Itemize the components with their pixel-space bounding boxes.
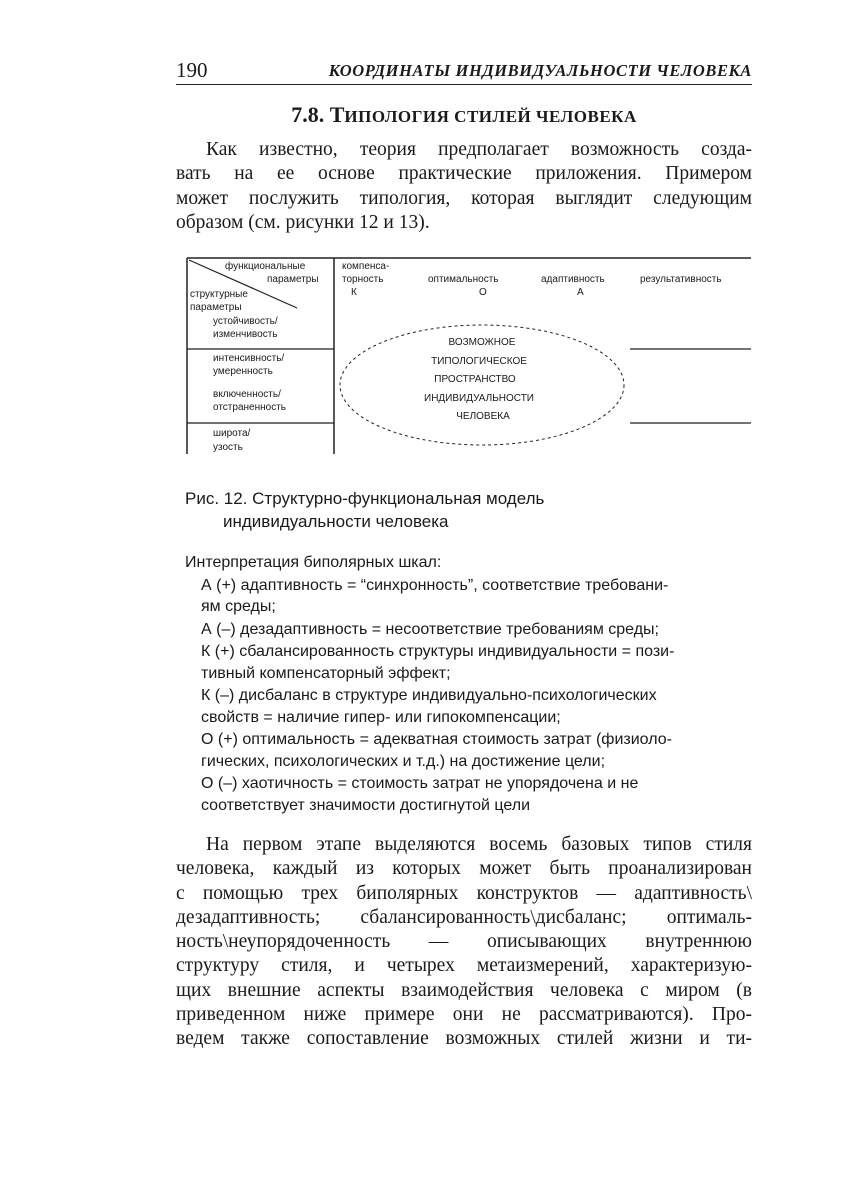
column-letter: О [479, 287, 487, 298]
corner-top-label: функциональные [225, 261, 306, 272]
row-label: включенность/ [213, 389, 281, 400]
running-head [176, 58, 752, 88]
section-title-initial: Т [329, 102, 345, 127]
column-label: компенса- [342, 261, 390, 272]
column-letter: К [351, 287, 357, 298]
figure-caption [185, 487, 745, 533]
paragraph-line: щих внешние аспекты взаимодействия человека с миром (в [176, 979, 752, 1001]
paragraph-line: человека, каждый из которых может быть проанализирован [176, 858, 752, 880]
section-number: 7.8. [291, 102, 325, 127]
row-label: изменчивость [213, 329, 278, 340]
scale-item [185, 685, 751, 728]
scale-item [185, 619, 751, 641]
column-label: результативность [640, 274, 722, 285]
scale-item-line: гических, психологических и т.д.) на достижение цели; [201, 752, 606, 770]
ellipse-label: ВОЗМОЖНОЕ [448, 337, 516, 348]
ellipse-label: ЧЕЛОВЕКА [456, 411, 510, 422]
column-label: торность [342, 274, 384, 285]
ellipse-label: ТИПОЛОГИЧЕСКОЕ [431, 356, 527, 367]
running-title: КООРДИНАТЫ ИНДИВИДУАЛЬНОСТИ ЧЕЛОВЕКА [328, 61, 752, 80]
caption-line: Рис. 12. Структурно-функциональная модель [185, 489, 545, 508]
row-label: устойчивость/ [213, 316, 278, 327]
paragraph-line: образом (см. рисунки 12 и 13). [176, 211, 430, 233]
caption-line: индивидуальности человека [223, 512, 449, 531]
paragraph-line: вать на ее основе практические приложения. Примером [176, 163, 752, 185]
figure-12 [185, 256, 753, 454]
scale-item-line: А (+) адаптивность = “синхронность”, соответствие требовани- [201, 576, 669, 594]
scale-item-line: соответствует значимости достигнутой цели [201, 796, 531, 814]
row-label: отстраненность [213, 402, 286, 413]
interpretation-heading: Интерпретация биполярных шкал: [185, 554, 442, 571]
scale-item-line: О (–) хаотичность = стоимость затрат не упорядочена и не [201, 775, 639, 792]
paragraph-line: ведем также сопоставление возможных стилей жизни и ти- [176, 1028, 752, 1050]
scale-item [185, 773, 751, 816]
scale-item-line: тивный компенсаторный эффект; [201, 664, 451, 682]
scale-item-line: О (+) оптимальность = адекватная стоимость затрат (физиоло- [201, 731, 672, 748]
scale-item-line: свойств = наличие гипер- или гипокомпенсации; [201, 708, 561, 726]
scale-item [185, 729, 751, 772]
scale-item [185, 641, 751, 684]
paragraph-line: структуру стиля, и четырех метаизмерений, характеризую- [176, 955, 752, 977]
model-diagram [185, 256, 753, 454]
paragraph-line: приведенном ниже примере они не рассматриваются). Про- [176, 1004, 752, 1026]
corner-bottom-label: структурные [190, 289, 248, 300]
scale-item [185, 575, 751, 618]
corner-bottom-label: параметры [190, 302, 242, 313]
paragraph-line: ность\неупорядоченность — описывающих внутреннюю [176, 931, 752, 953]
scale-item-line: А (–) дезадаптивность = несоответствие требованиям среды; [201, 620, 659, 638]
column-letter: А [577, 287, 584, 298]
column-label: оптимальность [428, 274, 499, 285]
scale-item-line: К (+) сбалансированность структуры индивидуальности = пози- [201, 643, 675, 660]
scale-item-line: ям среды; [201, 598, 276, 615]
paragraph-line: Как известно, теория предполагает возможность созда- [206, 139, 752, 160]
row-label: широта/ [213, 428, 251, 439]
column-label: адаптивность [541, 274, 605, 285]
interpretation-block [185, 552, 751, 816]
paragraph-line: дезадаптивность; сбалансированность\дисбаланс; оптималь- [176, 906, 752, 928]
header-rule [176, 84, 752, 85]
ellipse-label: ИНДИВИДУАЛЬНОСТИ [424, 393, 534, 404]
scale-item-line: К (–) дисбаланс в структуре индивидуально-психологических [201, 687, 657, 704]
corner-top-label: параметры [267, 274, 319, 285]
page-number: 190 [176, 58, 208, 82]
section-title [330, 102, 637, 127]
section-title-rest: ИПОЛОГИЯ СТИЛЕЙ ЧЕЛОВЕКА [344, 107, 637, 126]
paragraph-line: с помощью трех биполярных конструктов — адаптивность\ [176, 882, 752, 904]
closing-paragraph [176, 833, 752, 1052]
paragraph-line: На первом этапе выделяются восемь базовых типов стиля [206, 834, 752, 855]
intro-paragraph [176, 138, 752, 235]
row-label: интенсивность/ [213, 353, 285, 364]
row-label: умеренность [213, 366, 273, 377]
row-label: узость [213, 442, 243, 453]
ellipse-label: ПРОСТРАНСТВО [434, 374, 516, 385]
paragraph-line: может послужить типология, которая выглядит следующим [176, 187, 752, 209]
section-heading [176, 100, 752, 132]
